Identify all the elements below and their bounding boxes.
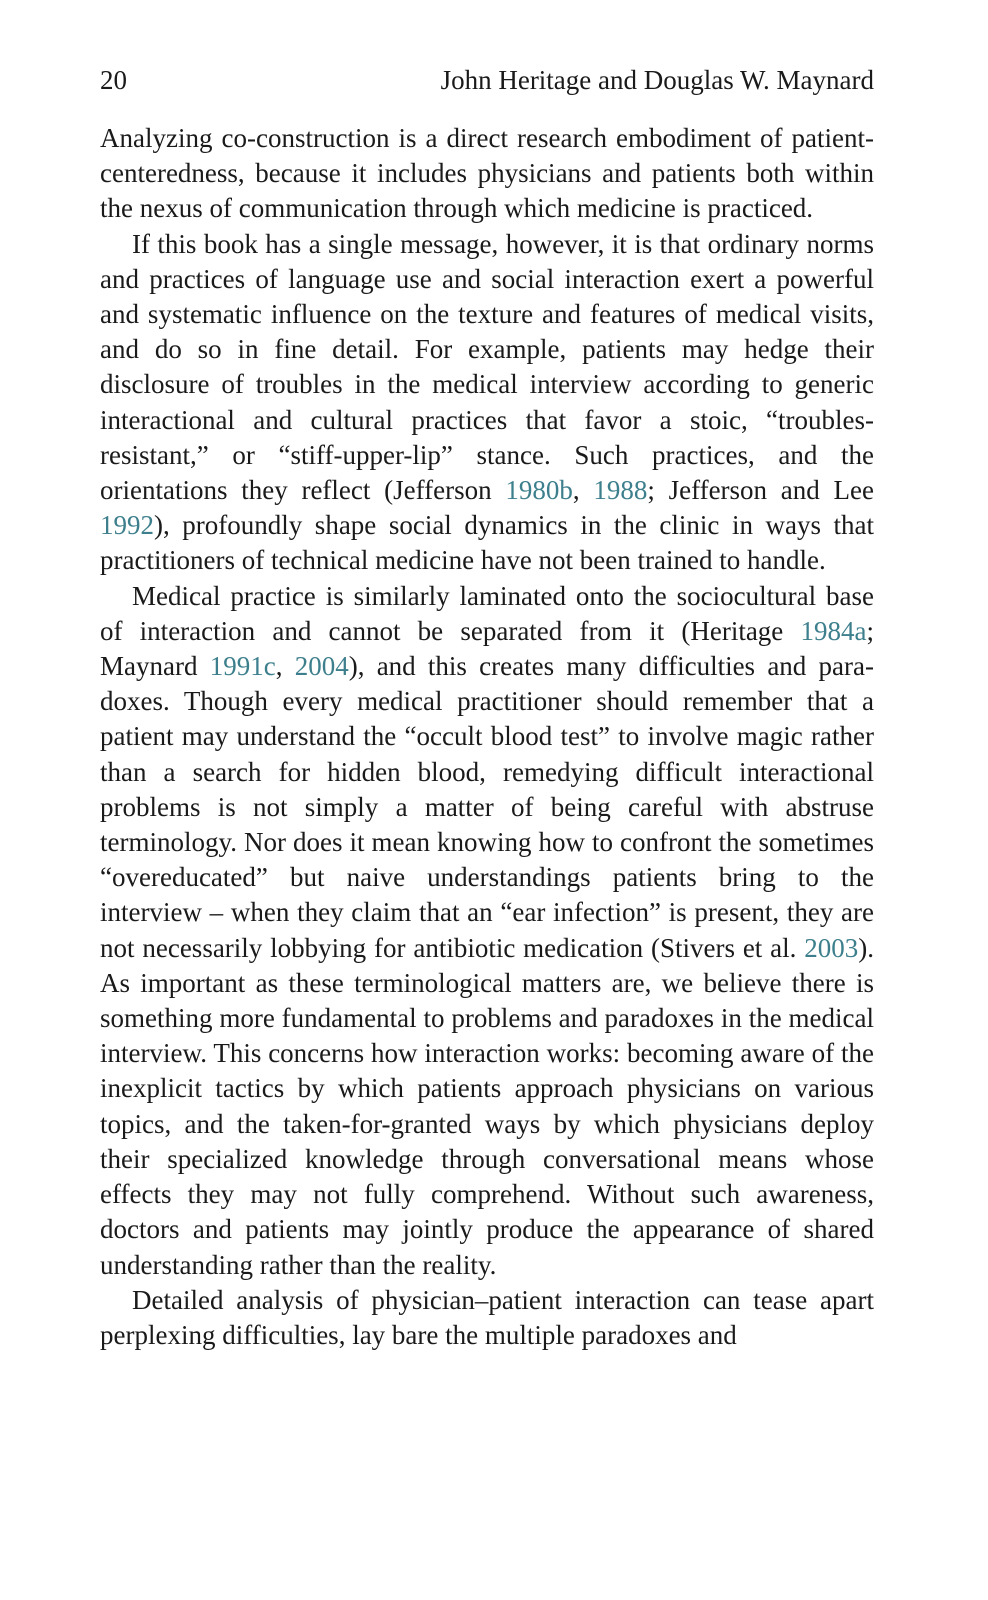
body-text (100, 121, 874, 1353)
citation-link[interactable]: 1980b (505, 475, 573, 506)
paragraph-text: ). As important as these terminological matters are, we believe there is something more fundamental to problems and paradoxes in the medical interview. This concerns how interaction works: becoming aware of the inexplicit tactics by which patients approach physicians on various topics, and the taken-for-granted ways by which physicians deploy their specialized knowledge through conversational means whose effects they may not fully comprehend. Without such awareness, doctors and patients may jointly produce the appearance of shared understanding rather than the reality. (100, 932, 874, 1280)
paragraph-text: Analyzing co-construction is a direct research embodiment of patient-centeredness, because it includes physicians and patients both within the nexus of communication through which medicine is practiced. (100, 123, 874, 224)
citation-link[interactable]: 1992 (100, 510, 154, 541)
paragraph-3 (100, 579, 874, 1283)
citation-link[interactable]: 1991c (209, 651, 276, 682)
paragraph-text: , (275, 651, 295, 682)
page-number: 20 (100, 65, 127, 95)
paragraph-text: Detailed analysis of physician–patient interaction can tease apart perplexing difficulties, lay bare the multiple paradoxes and (100, 1284, 874, 1350)
paragraph-text: ; Maynard (100, 615, 874, 682)
paragraph-text: If this book has a single message, however, it is that ordinary norms and practices of language use and social interaction exert a powerful and systematic influence on the texture and features of medical visits, and do so in fine detail. For example, patients may hedge their disclosure of troubles in the medical interview according to generic interactional and cultural practices that favor a stoic, “troubles-resistant,” or “stiff-upper-lip” stance. Such practices, and the orientations they reflect (Jefferson (100, 228, 874, 506)
paragraph-2 (100, 227, 874, 579)
running-head (100, 62, 874, 98)
book-page (100, 62, 874, 1353)
citation-link[interactable]: 1988 (593, 475, 648, 506)
paragraph-text: ), and this creates many difficulties and paradoxes. Though every medical practitioner should remember that a patient may understand the “occult blood test” to involve magic rather than a search for hidden blood, remedying difficult interactional problems is not simply a matter of being careful with abstruse terminology. Nor does it mean knowing how to confront the sometimes “overeducated” but naive understandings patients bring to the interview – when they claim that an “ear infection” is present, they are not necessarily lobbying for antibiotic medication (Stivers et al. (100, 651, 875, 963)
paragraph-text: ; Jefferson and Lee (647, 475, 874, 506)
paragraph-text: ), profoundly shape social dynamics in the clinic in ways that practitioners of technical medicine have not been trained to handle. (100, 510, 874, 576)
paragraph-4 (100, 1283, 874, 1353)
citation-link[interactable]: 2003 (804, 932, 859, 963)
paragraph-text: , (572, 475, 594, 506)
citation-link[interactable]: 1984a (800, 615, 867, 646)
running-title: John Heritage and Douglas W. Maynard (440, 65, 874, 95)
paragraph-1 (100, 121, 874, 227)
citation-link[interactable]: 2004 (294, 651, 349, 682)
paragraph-text: Medical practice is similarly laminated onto the sociocultural base of interaction and cannot be separated from it (Heritage (100, 580, 874, 646)
